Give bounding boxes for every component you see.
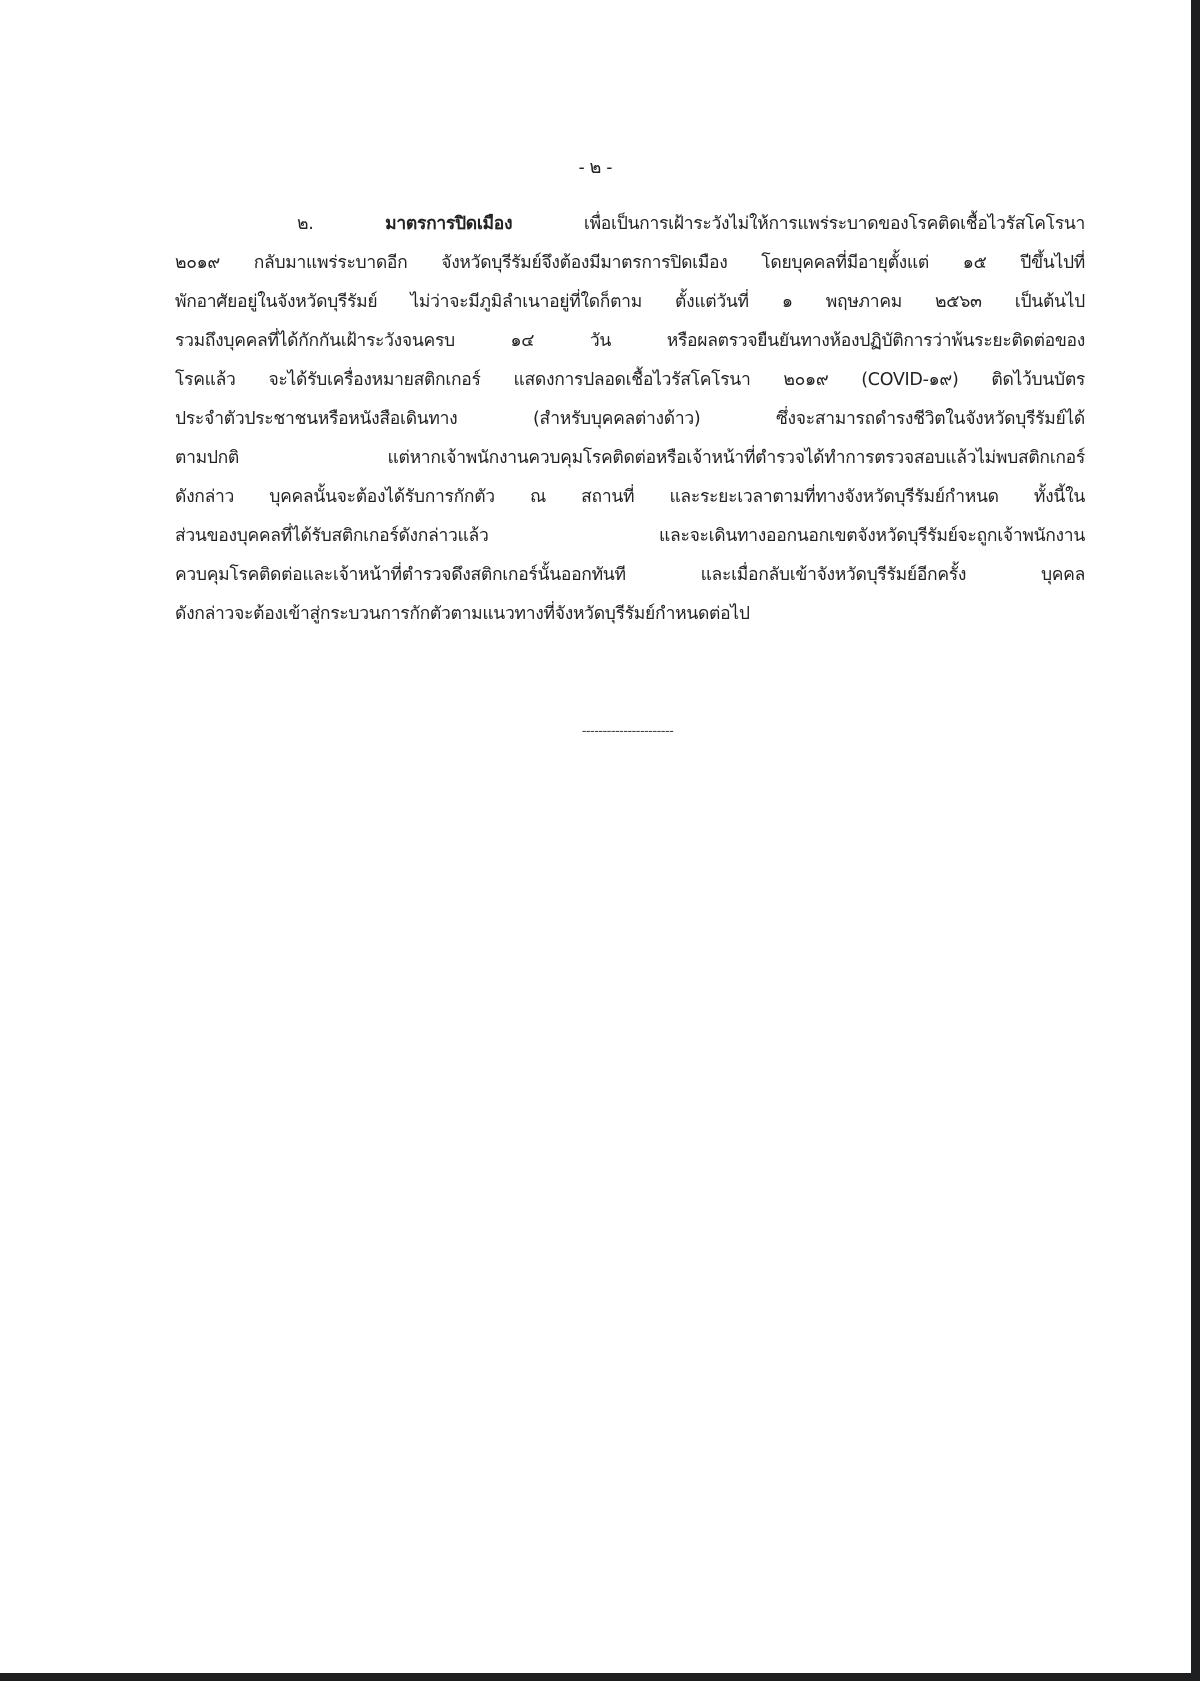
paragraph-line: โรคแล้ว จะได้รับเครื่องหมายสติกเกอร์ แสดงการปลอดเชื้อไวรัสโคโรนา ๒๐๑๙ (COVID-๑๙) ติดไว้บนบัตร [175,370,1085,390]
paragraph-line: รวมถึงบุคคลที่ได้กักกันเฝ้าระวังจนครบ ๑๔ วัน หรือผลตรวจยืนยันทางห้องปฏิบัติการว่าพ้นระยะติดต่อของ [175,331,1085,351]
paragraph-line-1 [297,211,1085,237]
paragraph-line: ดังกล่าวจะต้องเข้าสู่กระบวนการกักตัวตามแนวทางที่จังหวัดบุรีรัมย์กำหนดต่อไป [175,604,750,624]
section-number: ๒. [297,214,314,234]
paragraph-line: ๒๐๑๙ กลับมาแพร่ระบาดอีก จังหวัดบุรีรัมย์จึงต้องมีมาตรการปิดเมือง โดยบุคคลที่มีอายุตั้งแต่ ๑๕ ปีขึ้นไปที่ [175,253,1085,273]
paragraph-line: ส่วนของบุคคลที่ได้รับสติกเกอร์ดังกล่าวแล้ว และจะเดินทางออกนอกเขตจังหวัดบุรีรัมย์จะถูกเจ้าพนักงาน [175,526,1085,546]
section-heading: มาตรการปิดเมือง [385,214,513,234]
paragraph-line: ประจำตัวประชาชนหรือหนังสือเดินทาง (สำหรับบุคคลต่างด้าว) ซึ่งจะสามารถดำรงชีวิตในจังหวัดบุรีรัมย์ได้ [175,409,1085,429]
paragraph-line: พักอาศัยอยู่ในจังหวัดบุรีรัมย์ ไม่ว่าจะมีภูมิลำเนาอยู่ที่ใดก็ตาม ตั้งแต่วันที่ ๑ พฤษภาคม ๒๕๖๓ เป็นต้นไป [175,292,1085,312]
paragraph-line: ดังกล่าว บุคคลนั้นจะต้องได้รับการกักตัว ณ สถานที่ และระยะเวลาตามที่ทางจังหวัดบุรีรัมย์กำหนด ทั้งนี้ใน [175,487,1085,507]
page-number: - ๒ - [578,157,613,177]
first-line-text: เพื่อเป็นการเฝ้าระวังไม่ให้การแพร่ระบาดของโรคติดเชื้อไวรัสโคโรนา [583,214,1086,234]
paragraph-line: ตามปกติ แต่หากเจ้าพนักงานควบคุมโรคติดต่อหรือเจ้าหน้าที่ตำรวจได้ทำการตรวจสอบแล้วไม่พบสติกเกอร์ [175,448,1085,468]
end-separator: ---------------------- [581,722,674,738]
paragraph-line: ควบคุมโรคติดต่อและเจ้าหน้าที่ตำรวจดึงสติกเกอร์นั้นออกทันที และเมื่อกลับเข้าจังหวัดบุรีรัมย์อีกครั้ง บุคคล [175,565,1085,585]
